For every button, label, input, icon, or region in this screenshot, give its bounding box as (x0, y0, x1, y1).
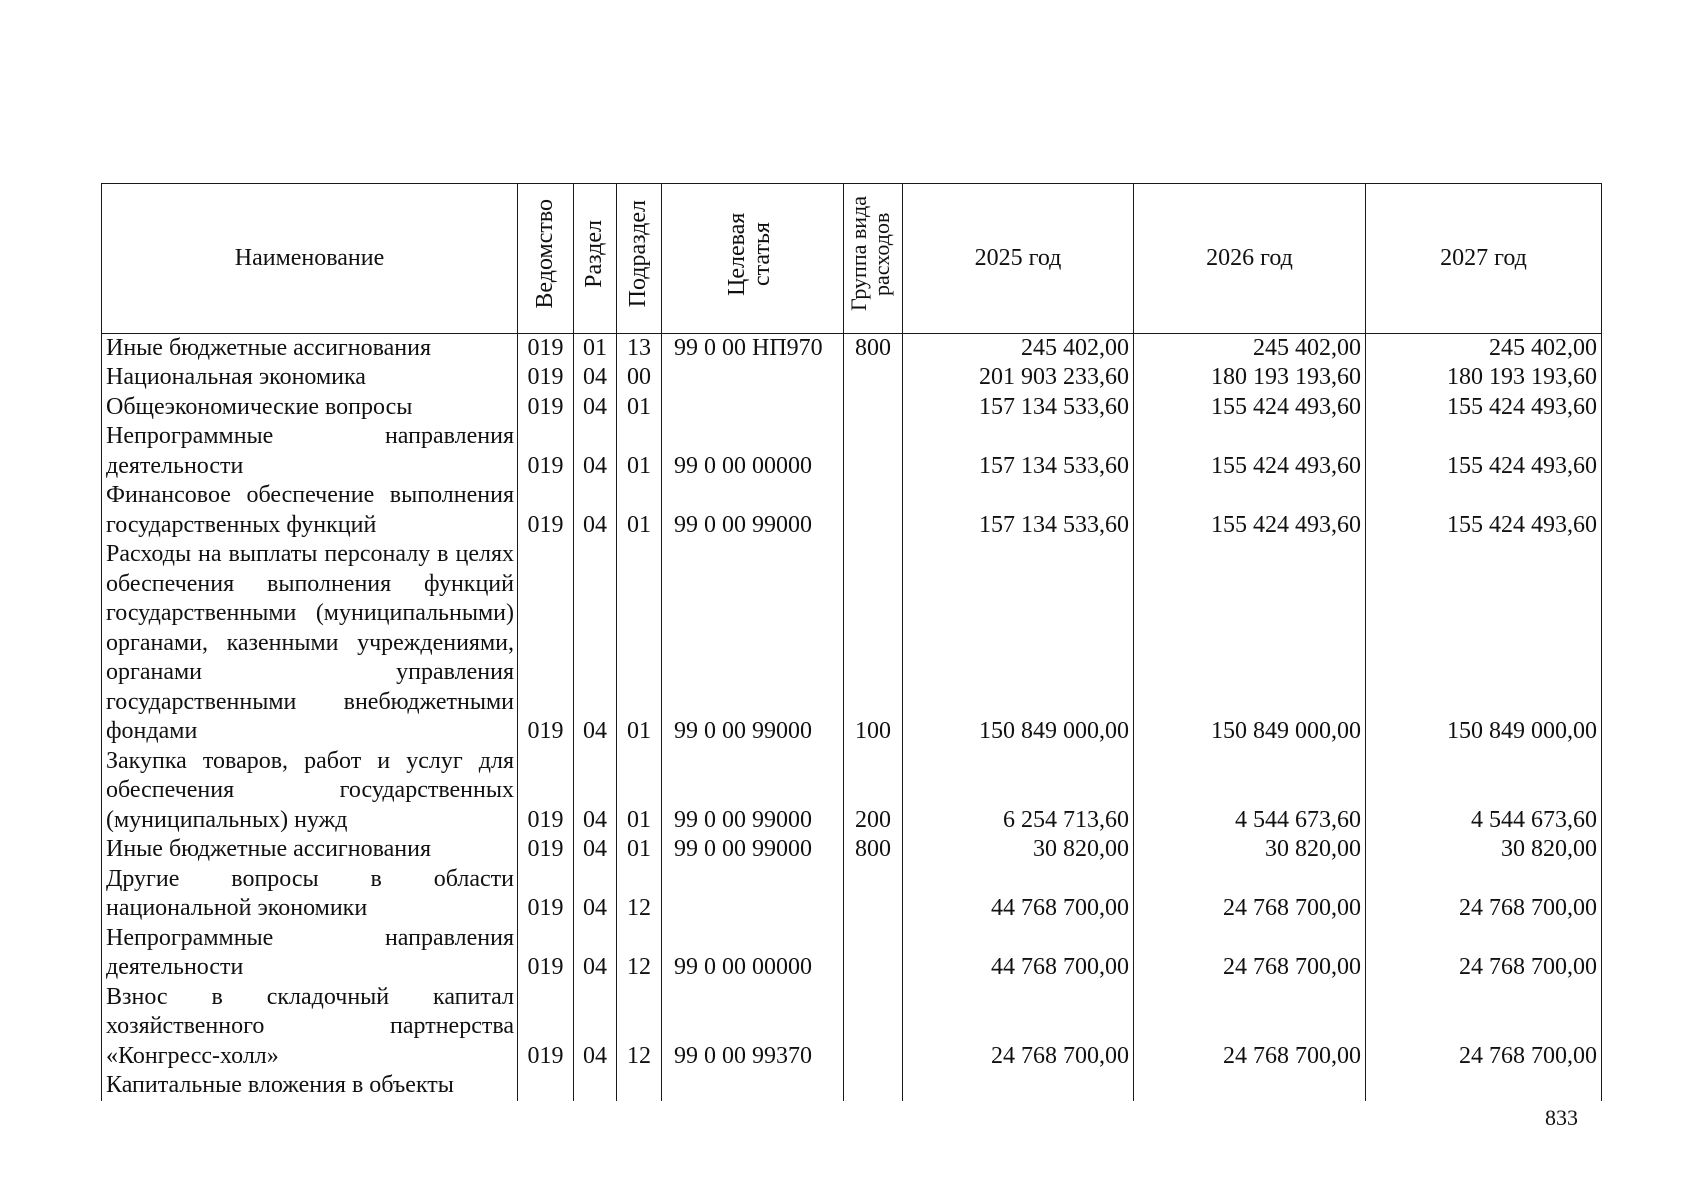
cell-2026: 155 424 493,60 (1134, 422, 1366, 481)
cell-vedomstvo: 019 (518, 924, 574, 983)
cell-gruppa (844, 865, 903, 924)
cell-2027: 245 402,00 (1366, 333, 1602, 363)
cell-vedomstvo: 019 (518, 481, 574, 540)
cell-2027: 24 768 700,00 (1366, 865, 1602, 924)
cell-podrazdel: 01 (617, 481, 662, 540)
cell-gruppa (844, 422, 903, 481)
cell-2026: 24 768 700,00 (1134, 983, 1366, 1072)
cell-2027: 180 193 193,60 (1366, 363, 1602, 393)
header-celevaya-statya: Целевая статья (662, 184, 844, 334)
cell-name: Финансовое обеспечение выполнения государственных функций (102, 481, 518, 540)
cell-name: Иные бюджетные ассигнования (102, 835, 518, 865)
cell-2027 (1366, 1071, 1602, 1101)
cell-podrazdel: 01 (617, 393, 662, 423)
header-podrazdel: Подраздел (617, 184, 662, 334)
cell-name: Непрограммные направления деятельности (102, 924, 518, 983)
table-row (102, 333, 1602, 363)
cell-name: Иные бюджетные ассигнования (102, 333, 518, 363)
cell-celevaya-statya (662, 1071, 844, 1101)
cell-2025: 157 134 533,60 (903, 481, 1134, 540)
cell-vedomstvo: 019 (518, 363, 574, 393)
cell-celevaya-statya (662, 865, 844, 924)
cell-2027: 155 424 493,60 (1366, 393, 1602, 423)
cell-2027: 24 768 700,00 (1366, 924, 1602, 983)
cell-razdel: 04 (574, 363, 617, 393)
cell-name: Национальная экономика (102, 363, 518, 393)
cell-podrazdel: 01 (617, 422, 662, 481)
cell-2025: 44 768 700,00 (903, 865, 1134, 924)
cell-gruppa (844, 983, 903, 1072)
cell-celevaya-statya (662, 393, 844, 423)
cell-2025: 24 768 700,00 (903, 983, 1134, 1072)
cell-podrazdel: 12 (617, 983, 662, 1072)
cell-2025 (903, 1071, 1134, 1101)
cell-2026 (1134, 1071, 1366, 1101)
cell-gruppa: 800 (844, 333, 903, 363)
cell-podrazdel (617, 1071, 662, 1101)
cell-name: Другие вопросы в области национальной экономики (102, 865, 518, 924)
cell-gruppa: 200 (844, 747, 903, 836)
header-2025: 2025 год (903, 184, 1134, 334)
table-row (102, 481, 1602, 540)
cell-2025: 245 402,00 (903, 333, 1134, 363)
header-2027: 2027 год (1366, 184, 1602, 334)
table-row (102, 363, 1602, 393)
cell-vedomstvo: 019 (518, 747, 574, 836)
header-name: Наименование (102, 184, 518, 334)
cell-gruppa: 100 (844, 540, 903, 747)
cell-podrazdel: 12 (617, 865, 662, 924)
page-number: 833 (1545, 1105, 1578, 1130)
table-body (102, 333, 1602, 1101)
cell-2025: 157 134 533,60 (903, 393, 1134, 423)
cell-celevaya-statya: 99 0 00 00000 (662, 422, 844, 481)
header-2026: 2026 год (1134, 184, 1366, 334)
cell-2025: 150 849 000,00 (903, 540, 1134, 747)
cell-podrazdel: 01 (617, 540, 662, 747)
header-row (102, 184, 1602, 334)
cell-podrazdel: 00 (617, 363, 662, 393)
header-vedomstvo: Ведомство (518, 184, 574, 334)
cell-2025: 30 820,00 (903, 835, 1134, 865)
cell-celevaya-statya: 99 0 00 99000 (662, 481, 844, 540)
cell-2027: 150 849 000,00 (1366, 540, 1602, 747)
cell-gruppa (844, 363, 903, 393)
cell-2026: 4 544 673,60 (1134, 747, 1366, 836)
table-row (102, 983, 1602, 1072)
cell-razdel: 04 (574, 393, 617, 423)
cell-razdel: 04 (574, 540, 617, 747)
table-row (102, 540, 1602, 747)
cell-razdel: 04 (574, 422, 617, 481)
cell-celevaya-statya: 99 0 00 99000 (662, 747, 844, 836)
cell-2027: 4 544 673,60 (1366, 747, 1602, 836)
table-row (102, 747, 1602, 836)
cell-name: Взнос в складочный капитал хозяйственного партнерства «Конгресс-холл» (102, 983, 518, 1072)
cell-2027: 155 424 493,60 (1366, 481, 1602, 540)
cell-2027: 155 424 493,60 (1366, 422, 1602, 481)
cell-2026: 30 820,00 (1134, 835, 1366, 865)
cell-2026: 155 424 493,60 (1134, 481, 1366, 540)
cell-2025: 6 254 713,60 (903, 747, 1134, 836)
cell-podrazdel: 13 (617, 333, 662, 363)
cell-vedomstvo: 019 (518, 540, 574, 747)
cell-celevaya-statya: 99 0 00 99000 (662, 835, 844, 865)
budget-table (101, 183, 1602, 1101)
cell-2026: 245 402,00 (1134, 333, 1366, 363)
cell-celevaya-statya: 99 0 00 99000 (662, 540, 844, 747)
cell-podrazdel: 12 (617, 924, 662, 983)
cell-2026: 150 849 000,00 (1134, 540, 1366, 747)
cell-name: Расходы на выплаты персоналу в целях обеспечения выполнения функций государственными (муниципальными) органами, казенными учреждениями, органами управления государственными внебюджетными фондами (102, 540, 518, 747)
cell-2027: 24 768 700,00 (1366, 983, 1602, 1072)
table-row (102, 422, 1602, 481)
cell-vedomstvo: 019 (518, 393, 574, 423)
cell-2026: 24 768 700,00 (1134, 865, 1366, 924)
cell-podrazdel: 01 (617, 835, 662, 865)
cell-podrazdel: 01 (617, 747, 662, 836)
cell-vedomstvo (518, 1071, 574, 1101)
cell-name: Капитальные вложения в объекты (102, 1071, 518, 1101)
table-row (102, 865, 1602, 924)
table-row (102, 835, 1602, 865)
cell-name: Непрограммные направления деятельности (102, 422, 518, 481)
table-row (102, 1071, 1602, 1101)
cell-vedomstvo: 019 (518, 422, 574, 481)
cell-name: Общеэкономические вопросы (102, 393, 518, 423)
cell-vedomstvo: 019 (518, 983, 574, 1072)
cell-razdel: 04 (574, 747, 617, 836)
cell-2027: 30 820,00 (1366, 835, 1602, 865)
cell-vedomstvo: 019 (518, 835, 574, 865)
cell-2025: 201 903 233,60 (903, 363, 1134, 393)
cell-2025: 157 134 533,60 (903, 422, 1134, 481)
cell-gruppa (844, 393, 903, 423)
cell-celevaya-statya: 99 0 00 НП970 (662, 333, 844, 363)
cell-razdel: 04 (574, 481, 617, 540)
cell-celevaya-statya: 99 0 00 00000 (662, 924, 844, 983)
cell-celevaya-statya: 99 0 00 99370 (662, 983, 844, 1072)
cell-name: Закупка товаров, работ и услуг для обеспечения государственных (муниципальных) нужд (102, 747, 518, 836)
cell-2026: 180 193 193,60 (1134, 363, 1366, 393)
header-gruppa-vida-rashodov: Группа вида расходов (844, 184, 903, 334)
cell-razdel: 04 (574, 983, 617, 1072)
cell-razdel: 04 (574, 924, 617, 983)
cell-razdel: 01 (574, 333, 617, 363)
cell-2025: 44 768 700,00 (903, 924, 1134, 983)
cell-2026: 24 768 700,00 (1134, 924, 1366, 983)
cell-vedomstvo: 019 (518, 865, 574, 924)
cell-razdel: 04 (574, 835, 617, 865)
table-row (102, 924, 1602, 983)
header-razdel: Раздел (574, 184, 617, 334)
cell-gruppa (844, 1071, 903, 1101)
cell-gruppa (844, 924, 903, 983)
cell-gruppa (844, 481, 903, 540)
table-row (102, 393, 1602, 423)
cell-2026: 155 424 493,60 (1134, 393, 1366, 423)
cell-razdel: 04 (574, 865, 617, 924)
cell-vedomstvo: 019 (518, 333, 574, 363)
cell-razdel (574, 1071, 617, 1101)
cell-gruppa: 800 (844, 835, 903, 865)
cell-celevaya-statya (662, 363, 844, 393)
